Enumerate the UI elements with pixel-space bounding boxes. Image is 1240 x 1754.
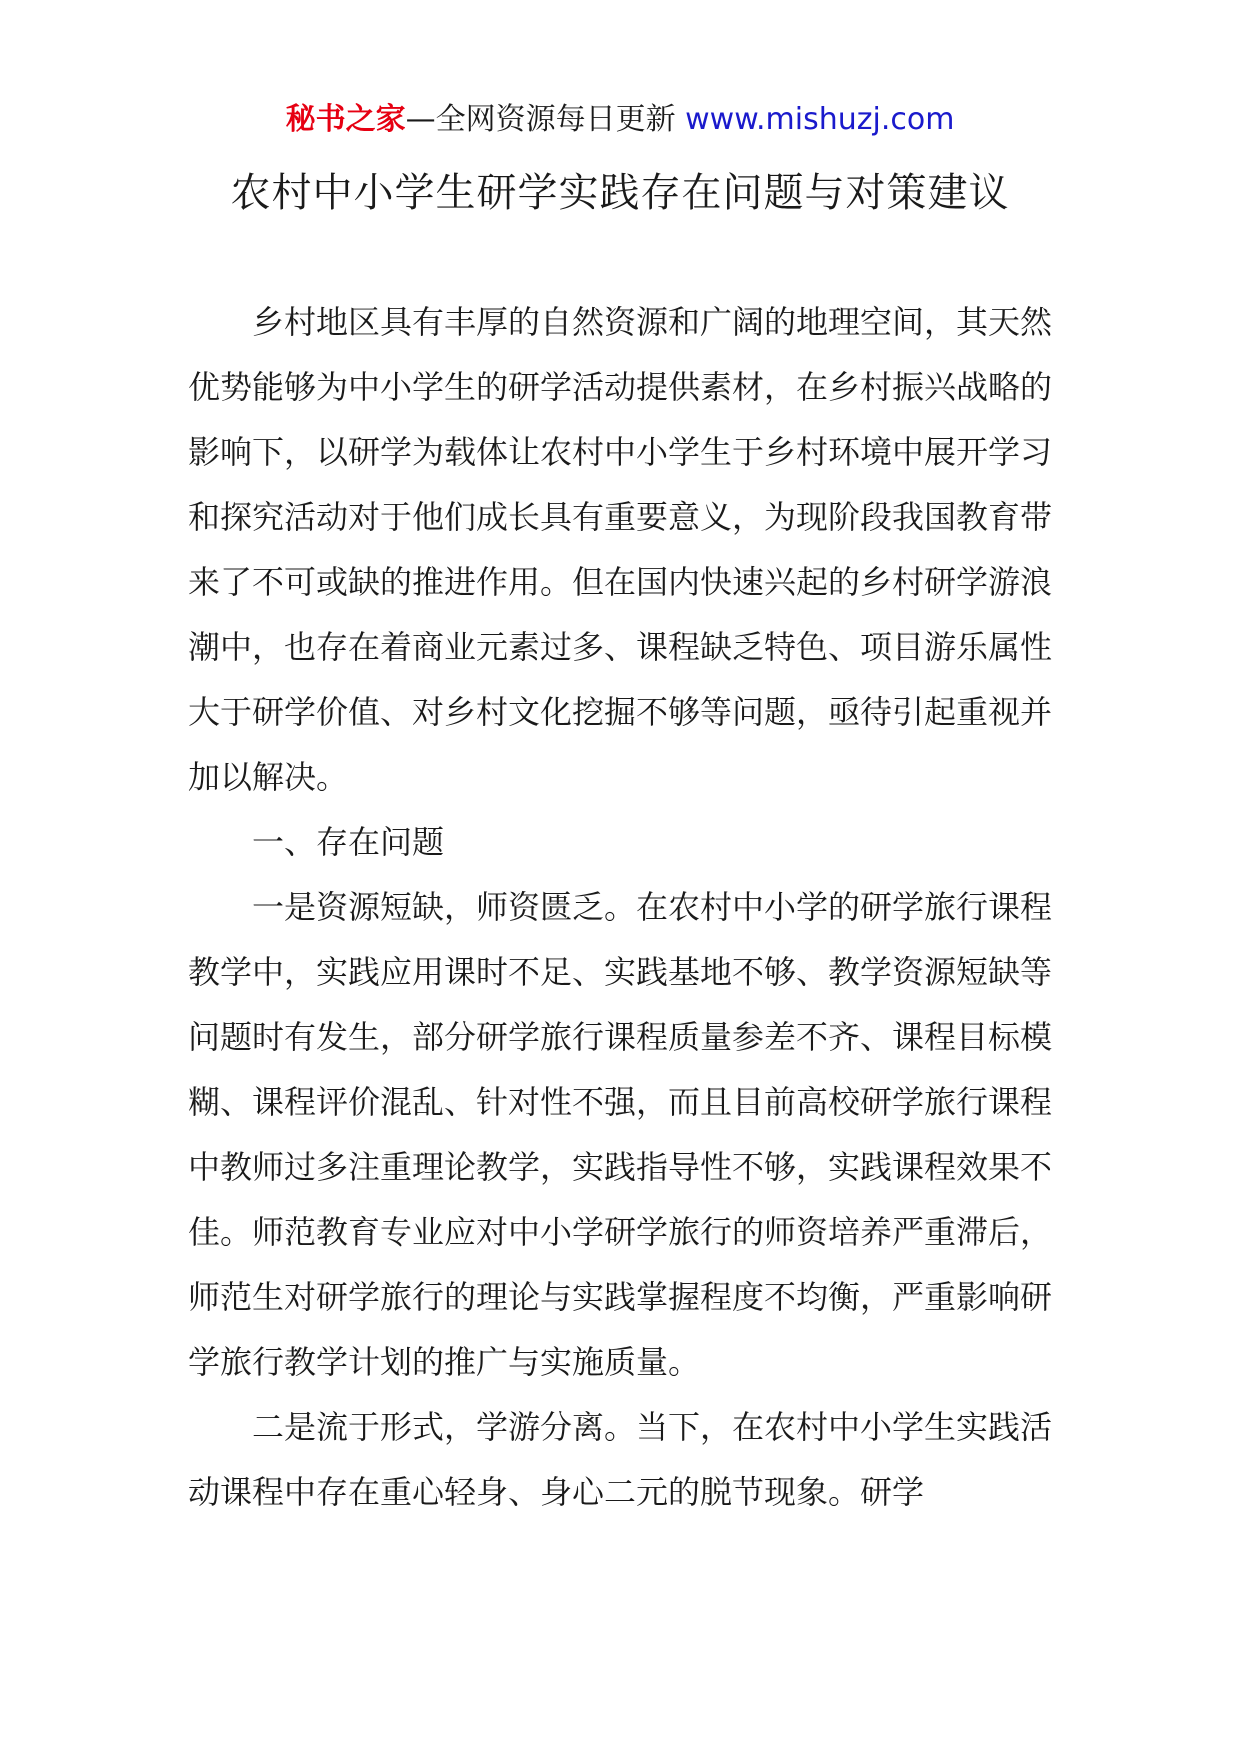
problem-paragraph-1: 一是资源短缺，师资匮乏。在农村中小学的研学旅行课程教学中，实践应用课时不足、实践基地不够、教学资源短缺等问题时有发生，部分研学旅行课程质量参差不齐、课程目标模糊、课程评价混乱、针对性不强，而且目前高校研学旅行课程中教师过多注重理论教学，实践指导性不够，实践课程效果不佳。师范教育专业应对中小学研学旅行的师资培养严重滞后，师范生对研学旅行的理论与实践掌握程度不均衡，严重影响研学旅行教学计划的推广与实施质量。 bbox=[188, 888, 1053, 1381]
document-body bbox=[188, 290, 1052, 1525]
site-header bbox=[0, 100, 1240, 140]
document-title: 农村中小学生研学实践存在问题与对策建议 bbox=[230, 170, 1010, 216]
brand-name: 秘书之家 bbox=[285, 102, 406, 137]
section-heading: 一、存在问题 bbox=[252, 823, 445, 861]
intro-paragraph: 乡村地区具有丰厚的自然资源和广阔的地理空间，其天然优势能够为中小学生的研学活动提供素材，在乡村振兴战略的影响下，以研学为载体让农村中小学生于乡村环境中展开学习和探究活动对于他们成长具有重要意义，为现阶段我国教育带来了不可或缺的推进作用。但在国内快速兴起的乡村研学游浪潮中，也存在着商业元素过多、课程缺乏特色、项目游乐属性大于研学价值、对乡村文化挖掘不够等问题，亟待引起重视并加以解决。 bbox=[188, 303, 1053, 796]
problem-paragraph-2: 二是流于形式，学游分离。当下，在农村中小学生实践活动课程中存在重心轻身、身心二元的脱节现象。研学 bbox=[188, 1408, 1053, 1511]
header-tagline: —全网资源每日更新 bbox=[405, 102, 676, 137]
site-url-link[interactable]: www.mishuzj.com bbox=[685, 102, 955, 137]
